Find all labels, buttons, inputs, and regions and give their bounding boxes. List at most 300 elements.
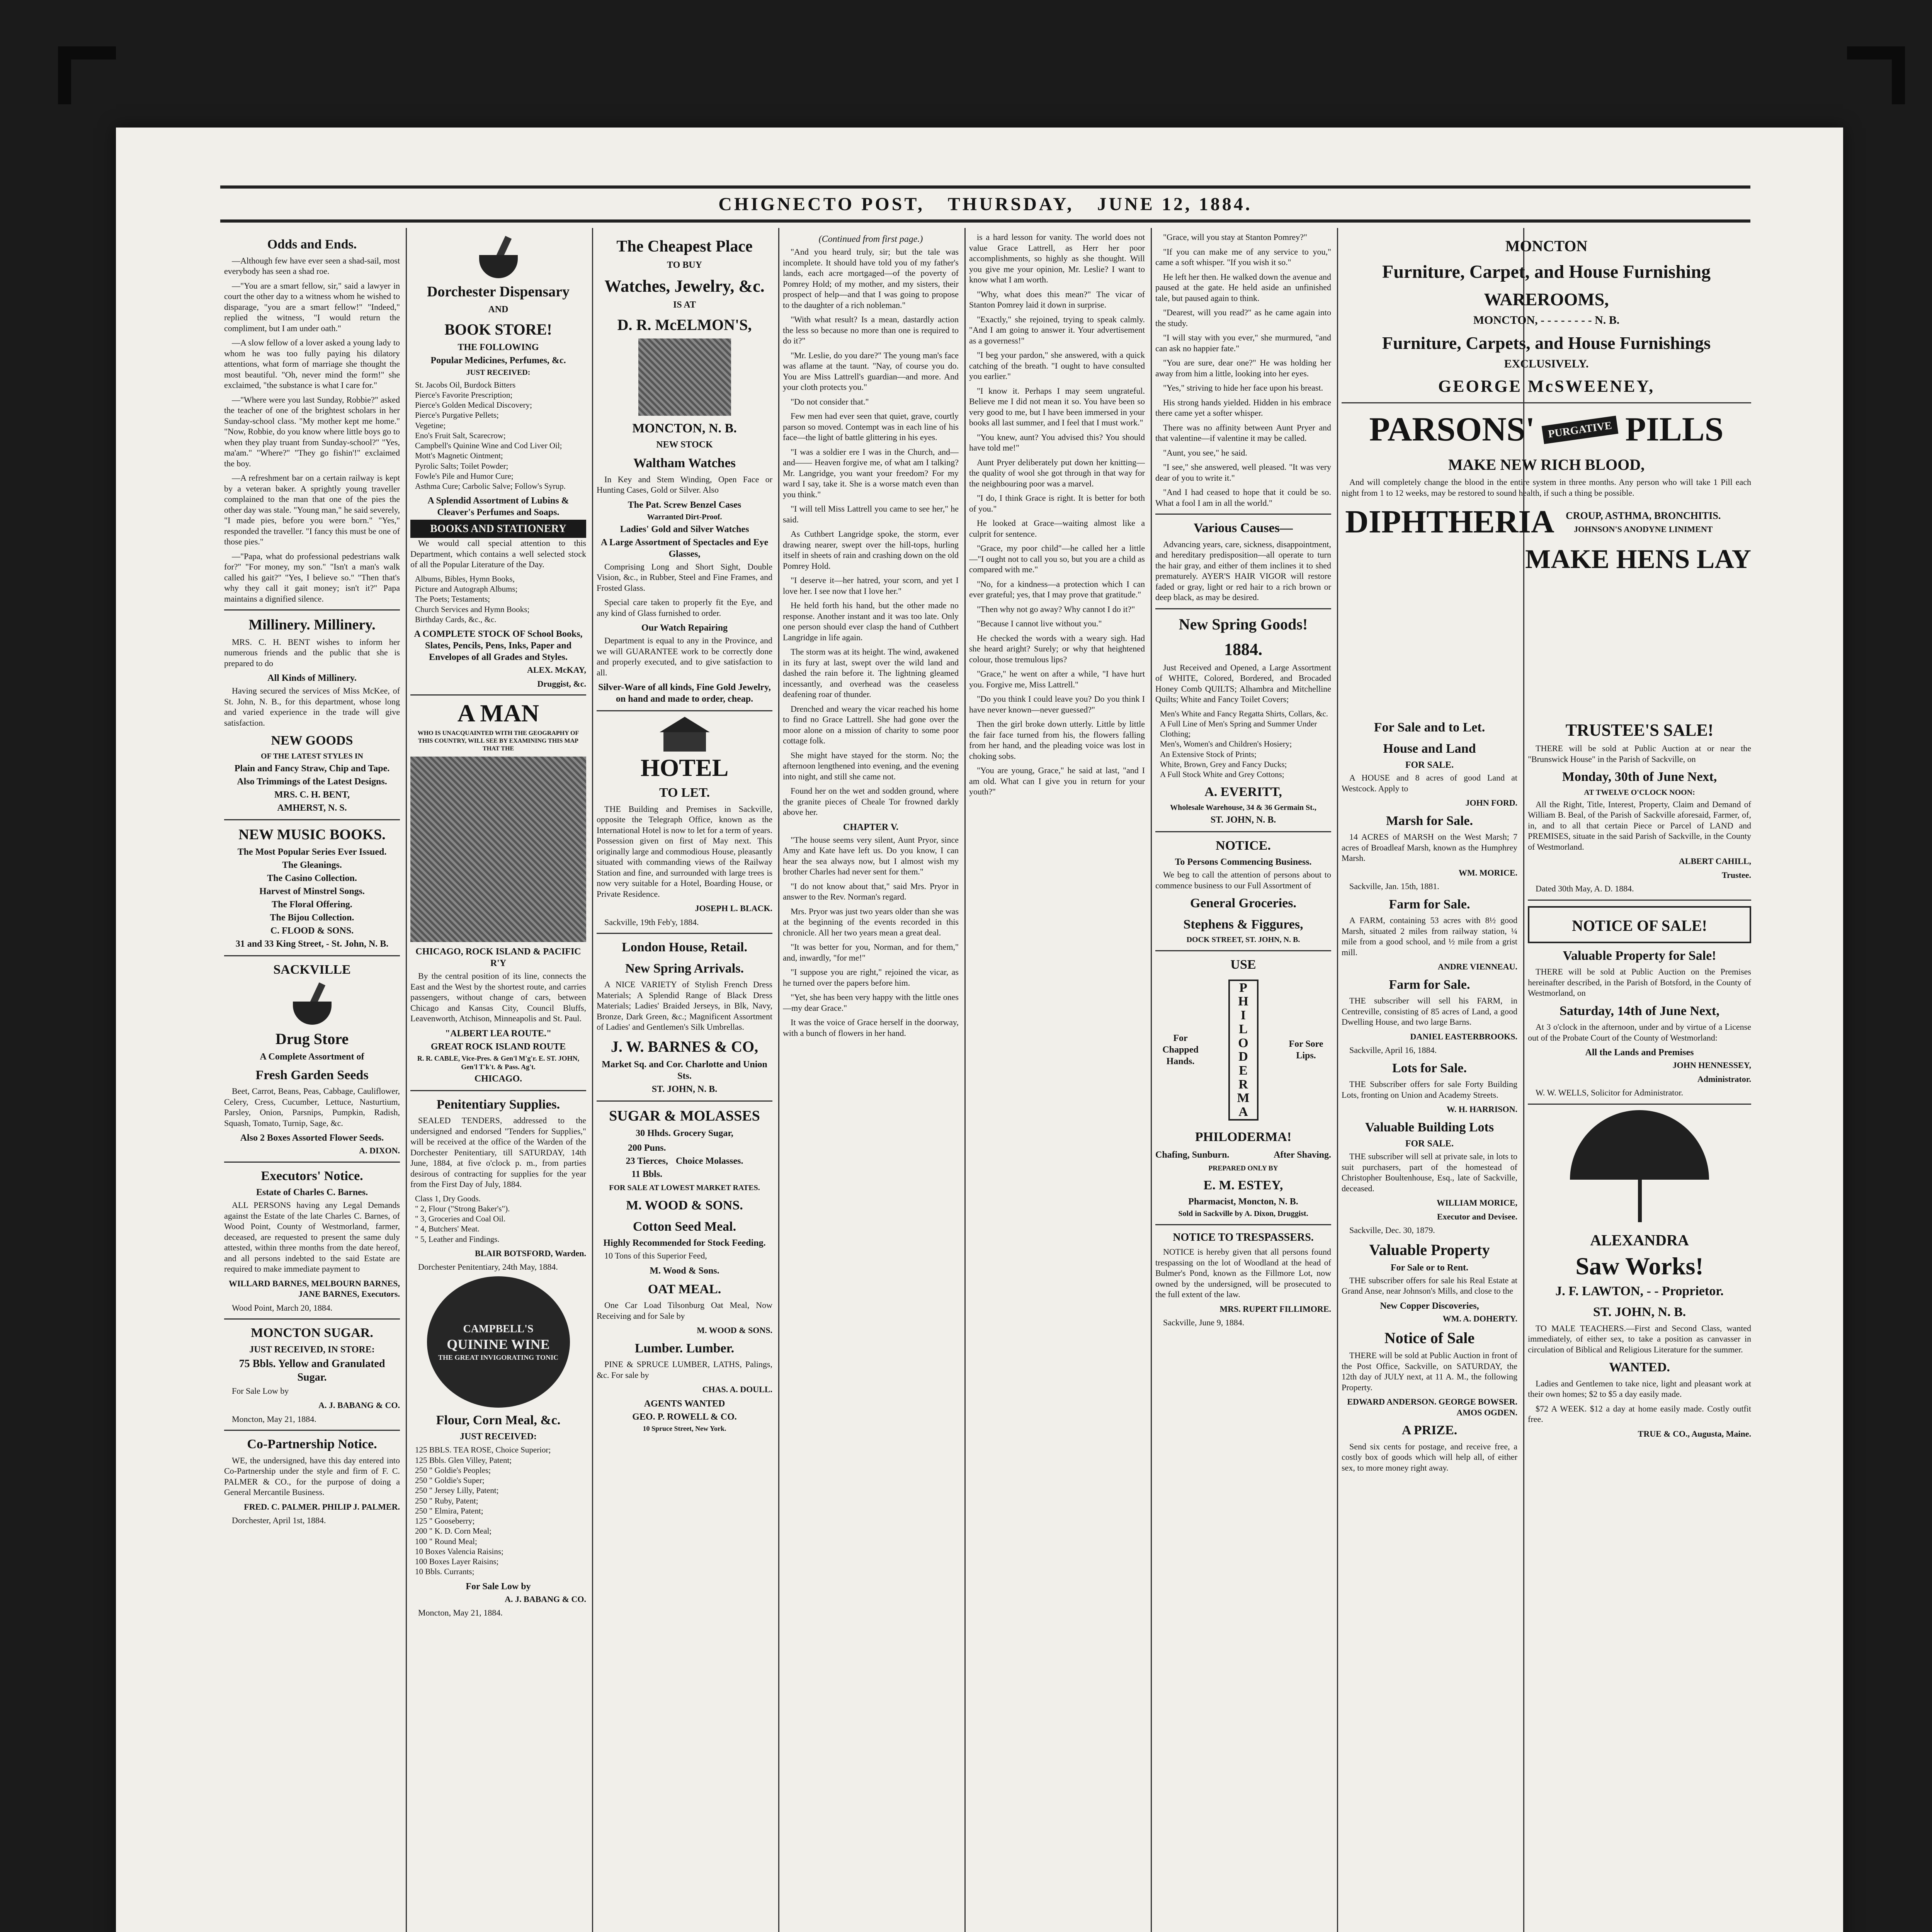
drug-items: Beet, Carrot, Beans, Peas, Cabbage, Cauliflower, Celery, Cress, Cucumber, Lettuce, Nasturtium, Parsley, Onion, Parsnips, Pumpkin, Radish, Squash, Tomato, Turnip, Sage, &c. [224, 1086, 400, 1128]
lumber-title: Lumber. Lumber. [634, 1341, 735, 1355]
flour-item: 250 " Elmira, Patent; [415, 1506, 483, 1515]
trespass-date: Sackville, June 9, 1884. [1163, 1318, 1245, 1328]
story-para: "It was better for you, Norman, and for them," and, inwardly, "for me!" [783, 942, 959, 963]
wine-top: CAMPBELL'S [463, 1323, 534, 1335]
copartner-signature: FRED. C. PALMER. PHILIP J. PALMER. [244, 1502, 400, 1512]
flour-item: 10 Bbls. Currants; [415, 1567, 474, 1577]
vb-signature: WILLIAM MORICE, [1436, 1198, 1517, 1208]
trustee-signature-2: Trustee. [1722, 870, 1751, 880]
house-icon [660, 717, 710, 752]
trustee-body: THERE will be sold at Public Auction at or near the "Brunswick House" in the Parish of Sackville, on [1528, 743, 1751, 764]
notice-sale-title: Notice of Sale [1384, 1329, 1475, 1347]
notice-of-sale-box [1528, 906, 1751, 943]
column-2 [410, 232, 586, 1932]
spectacles-body: Comprising Long and Short Sight, Double Vision, &c., in Rubber, Steel and Fine Frames, and Frosted Glass. [597, 561, 772, 593]
story-para: He looked at Grace—waiting almost like a culprit for sentence. [969, 518, 1145, 539]
notice-sale-body: THERE will be sold at Public Auction in front of the Post Office, Sackville, on SATURDAY, the 12th day of JULY next, at 11 A. M., the following Property. [1342, 1350, 1517, 1392]
millinery-signature: MRS. C. H. BENT, [274, 789, 350, 800]
spring-goods-list [1160, 709, 1331, 780]
books-body: We would call special attention to this Department, which contains a well selected stock of all the Popular Literature of the Day. [410, 538, 586, 570]
story-para: "I know it. Perhaps I may seem ungrateful. Believe me I did not mean it so. You have been so very good to me, but I have been immersed in your books all last summer, and I feel that I must work." [969, 386, 1145, 427]
dispensary-title: Dorchester Dispensary [427, 284, 570, 300]
notice-of-sale-all: All the Lands and Premises [1585, 1048, 1694, 1058]
diphtheria-row [1342, 502, 1751, 542]
story-para: It was the voice of Grace herself in the doorway, with a bunch of flowers in her hand. [783, 1017, 959, 1038]
notice-title: NOTICE. [1216, 838, 1271, 853]
odds-title: Odds and Ends. [267, 237, 357, 252]
story-para: "And I had ceased to hope that it could be so. What a fool I am in all the world." [1155, 487, 1331, 508]
flour-list [415, 1445, 586, 1577]
exclusively: EXCLUSIVELY. [1504, 357, 1589, 370]
executors-body: ALL PERSONS having any Legal Demands against the Estate of the late Charles C. Barnes, of Wood Point, County of Westmorland, farmer, deceased, are requested to present the same duly attested, within three months from the date hereof, and all persons indebted to the said Estate are required to make immediate payment to [224, 1200, 400, 1274]
furniture-title: Furniture, Carpet, and House Furnishing [1382, 262, 1711, 282]
sale-let-title: For Sale and to Let. [1374, 720, 1485, 735]
story-para: Aunt Pryer deliberately put down her knitting—the quality of wool she got through in that way for the neighbouring poor was a marvel. [969, 457, 1145, 488]
column-5 [969, 232, 1145, 1932]
hotel-signature: JOSEPH L. BLACK. [695, 903, 772, 913]
flour-signature: A. J. BABANG & CO. [505, 1594, 586, 1604]
farm-body: A FARM, containing 53 acres with 8½ good Marsh, situated 2 miles from railway station, ¼ mile from a good school, and ½ mile from a grist mill. [1342, 915, 1517, 957]
flour-item: 100 Boxes Layer Raisins; [415, 1557, 499, 1566]
wine-name: QUININE WINE [447, 1336, 550, 1352]
marsh-title: Marsh for Sale. [1386, 813, 1473, 828]
music-title: NEW MUSIC BOOKS. [238, 826, 386, 843]
hotel-sub: TO LET. [659, 786, 710, 800]
sugar-choice: Choice Molasses. [675, 1156, 743, 1166]
story-para: "Aunt, you see," he said. [1163, 447, 1247, 457]
medicine-item: Eno's Fruit Salt, Scarecrow; [415, 430, 506, 440]
spring-goods-item: A Full Line of Men's Spring and Summer Under Clothing; [1160, 719, 1317, 738]
notice-of-sale-signature-2: Administrator. [1697, 1074, 1751, 1084]
spring-goods-item: A Full Stock White and Grey Cottons; [1160, 770, 1284, 779]
barnes-address: Market Sq. and Cor. Charlotte and Union Sts. [602, 1059, 767, 1081]
wanted-body: Ladies and Gentlemen to take nice, light and pleasant work at their own homes; $2 to $5 a day easily made. [1528, 1378, 1751, 1399]
notice-of-sale-body2: At 3 o'clock in the afternoon, under and by virtue of a License out of the Probate Court of the County of Westmorland: [1528, 1022, 1751, 1043]
stephens-name: Stephens & Figgures, [1183, 917, 1303, 932]
rowell-address: 10 Spruce Street, New York. [643, 1424, 726, 1432]
diphtheria-title: DIPHTHERIA [1345, 504, 1554, 540]
story-para: "I deserve it—her hatred, your scorn, and yet I love her. I see now that I love her." [783, 575, 959, 596]
newspaper-page [116, 128, 1843, 1932]
parsons-header [1342, 409, 1751, 451]
class-item: Class 1, Dry Goods. [415, 1194, 481, 1203]
column-8 [1528, 715, 1751, 1932]
dispensary-popular: Popular Medicines, Perfumes, &c. [430, 355, 566, 366]
prize-body: Send six cents for postage, and receive free, a costly box of goods which will help all, of either sex, to more money right away. [1342, 1441, 1517, 1473]
cheapest-at: IS AT [673, 299, 696, 310]
barnes-name: J. W. BARNES & CO, [611, 1037, 759, 1055]
drug-title: Drug Store [275, 1030, 349, 1048]
use-label: USE [1230, 957, 1256, 972]
umbrella-saw-icon [1570, 1110, 1709, 1226]
marsh-signature: WM. MORICE. [1458, 867, 1517, 878]
paper-day: THURSDAY, [947, 194, 1074, 214]
mortar-pestle-icon [475, 236, 522, 278]
story-para: "Yes," striving to hide her face upon his breast. [1163, 383, 1323, 393]
london-spring: New Spring Arrivals. [625, 961, 744, 976]
trustee-signature: ALBERT CAHILL, [1679, 856, 1751, 866]
notice-of-sale-title: NOTICE OF SALE! [1572, 917, 1707, 934]
everitt-address: Wholesale Warehouse, 34 & 36 Germain St., [1170, 803, 1316, 812]
philoderma-name: PHILODERMA! [1195, 1129, 1292, 1144]
moncton-sugar-item: 75 Bbls. Yellow and Granulated Sugar. [239, 1357, 385, 1383]
medicine-item: Pierce's Golden Medical Discovery; [415, 400, 532, 410]
rail-city: CHICAGO. [474, 1073, 522, 1084]
flour-date: Moncton, May 21, 1884. [418, 1608, 503, 1617]
farm-title: Farm for Sale. [1389, 897, 1470, 912]
vp-body: THE subscriber offers for sale his Real Estate at Grand Anse, near Johnson's Mills, and close to the [1342, 1275, 1517, 1296]
story-para: "Then why not go away? Why cannot I do it?" [977, 604, 1135, 614]
penitentiary-signature: BLAIR BOTSFORD, Warden. [474, 1248, 586, 1258]
moncton-sugar-title: MONCTON SUGAR. [251, 1326, 373, 1340]
flour-item: 250 " Goldie's Peoples; [415, 1465, 491, 1475]
copartner-date: Dorchester, April 1st, 1884. [232, 1515, 326, 1525]
wine-bottom: THE GREAT INVIGORATING TONIC [438, 1353, 558, 1361]
story-para: "Do you think I could leave you? Do you think I have never known—never guessed?" [969, 694, 1145, 714]
phil-right: For Sore Lips. [1289, 1039, 1323, 1061]
millinery-place: AMHERST, N. S. [277, 803, 347, 813]
spring-goods-body: Just Received and Opened, a Large Assortment of WHITE, Colored, Bordered, and Brocaded Honey Comb QUILTS; Alhambra and Mitchelline Quilts; White and Fancy Toilet Covers; [1155, 662, 1331, 704]
estey-sold: Sold in Sackville by A. Dixon, Druggist. [1178, 1209, 1308, 1218]
dispensary-signature: ALEX. McKAY, [527, 665, 586, 675]
week-body: $72 A WEEK. $12 a day at home easily made. Costly outfit free. [1528, 1403, 1751, 1424]
johnsons-line: JOHNSON'S ANODYNE LINIMENT [1574, 524, 1713, 534]
rail-route: "ALBERT LEA ROUTE." [445, 1028, 552, 1039]
lots-body: THE Subscriber offers for sale Forty Building Lots, fronting on Union and Academy Streets. [1342, 1079, 1517, 1100]
story-para: "No, for a kindness—a protection which I can ever grateful; yes, that I may prove that gratitude." [969, 579, 1145, 599]
lots-title: Lots for Sale. [1392, 1061, 1467, 1075]
estey-name: E. M. ESTEY, [1203, 1178, 1283, 1192]
dispensary-and: AND [488, 304, 509, 315]
lumber-signature: CHAS. A. DOULL. [702, 1384, 772, 1394]
millinery-line: All Kinds of Millinery. [267, 673, 357, 683]
story-para: "If you can make me of any service to you," came a soft whisper. "If you wish it so." [1155, 247, 1331, 267]
music-item: The Bijou Collection. [270, 913, 354, 923]
saw-works-title: Saw Works! [1575, 1252, 1704, 1280]
trimmings: Also Trimmings of the Latest Designs. [237, 776, 387, 787]
odds-para: —A refreshment bar on a certain railway is kept by a veteran baker. A sprightly young traveller complained to the man that one of the pies the other day was stale. "Young man," he said severely, "I made pies, before you were born." "Yes," responded the traveller. "I fancy this must be one of those pies." [224, 473, 400, 546]
new-goods: NEW GOODS [271, 733, 353, 748]
class-item: " 3, Groceries and Coal Oil. [415, 1214, 506, 1223]
column-rule [1151, 228, 1152, 1932]
croup-line: CROUP, ASTHMA, BRONCHITIS. [1566, 510, 1721, 521]
odds-para: —"You are a smart fellow, sir," said a lawyer in court the other day to a witness whom he wished to disparage, "you are a smart fellow!" "Indeed," replied the witness, "I would return the compliment, but I am under oath." [224, 281, 400, 333]
paper-name: CHIGNECTO POST, [718, 194, 925, 214]
moncton-sugar-date: Moncton, May 21, 1884. [232, 1414, 316, 1424]
cotton-tons: 10 Tons of this Superior Feed, [604, 1251, 707, 1260]
dispensary-signature-sub: Druggist, &c. [537, 679, 586, 689]
everitt-name: A. EVERITT, [1204, 785, 1282, 799]
penitentiary-title: Penitentiary Supplies. [436, 1097, 560, 1112]
story-para: Drenched and weary the vicar reached his home to find no Grace Lattrell. She had gone over the moor alone on a mission of charity to some poor cottage folk. [783, 704, 959, 745]
spring-goods-title: New Spring Goods! [1179, 615, 1308, 633]
oat-title: OAT MEAL. [648, 1282, 721, 1296]
everitt-city: ST. JOHN, N. B. [1210, 815, 1276, 825]
for-sale: FOR SALE. [1405, 760, 1454, 770]
story-para: Mrs. Pryor was just two years older than she was at the beginning of the events recorded in this chronicle. All her two years mean a great deal. [783, 906, 959, 937]
pills-title: PILLS [1625, 411, 1724, 448]
make-blood: MAKE NEW RICH BLOOD, [1448, 456, 1645, 473]
odds-para: —"Papa, what do professional pedestrians walk for?" "For money, my son." "Isn't a man's walk called his gait?" "Yes, I believe so." "Then that's why they call it gait money; isn't it?" Papa maintains a dignified silence. [224, 551, 400, 604]
vb-body: THE subscriber will sell at private sale, in lots to suit purchasers, part of the homestead of Christopher Boultenhouse, Esq., late of Sackville, deceased. [1342, 1151, 1517, 1193]
story-para: "I suppose you are right," rejoined the vicar, as he turned over the papers before him. [783, 967, 959, 988]
farm2-body: THE subscriber will sell his FARM, in Centreville, consisting of 85 acres of Land, a good Dwelling House, and two large Barns. [1342, 996, 1517, 1027]
medicine-item: Fowle's Pile and Humor Cure; [415, 471, 514, 481]
music-item: The Gleanings. [282, 860, 342, 870]
vb-date: Sackville, Dec. 30, 1879. [1349, 1225, 1435, 1235]
flour-item: 125 " Gooseberry; [415, 1516, 475, 1526]
trustee-dated: Dated 30th May, A. D. 1884. [1536, 884, 1634, 893]
philoderma-uses [1155, 1148, 1331, 1162]
drug-line2: Fresh Garden Seeds [255, 1068, 369, 1082]
story-para: "I beg your pardon," she answered, with a quick catching of the breath. "I ought to have consulted you earlier." [969, 350, 1145, 381]
marsh-body: 14 ACRES of MARSH on the West Marsh; 7 acres of Broadleaf Marsh, known as the Humphrey Marsh. [1342, 832, 1517, 863]
sugar-item: 11 Bbls. [631, 1169, 663, 1179]
farm2-title: Farm for Sale. [1389, 977, 1470, 992]
drug-line1: A Complete Assortment of [260, 1051, 364, 1062]
various-title: Various Causes— [1194, 521, 1293, 535]
flour-item: 250 " Jersey Lilly, Patent; [415, 1486, 499, 1495]
story-para: Few men had ever seen that quiet, grave, courtly parson so moved. Contempt was in each line of his face—the light of battle glittering in his eyes. [783, 411, 959, 442]
vp-copper: New Copper Discoveries, [1380, 1301, 1479, 1311]
flour-item: 100 " Round Meal; [415, 1536, 477, 1546]
philoderma-vertical: P H I L O D E R M A [1228, 980, 1259, 1121]
sugar-title: SUGAR & MOLASSES [609, 1107, 760, 1124]
story-para: "I do, I think Grace is right. It is better for both of you." [969, 493, 1145, 514]
barnes-city: ST. JOHN, N. B. [651, 1084, 718, 1094]
screw-sub: Warranted Dirt-Proof. [647, 512, 722, 521]
medicine-item: St. Jacobs Oil, Burdock Bitters [415, 380, 516, 389]
story-para: Then the girl broke down utterly. Little by little the fair face turned from his, the flowers falling from her hand, and the pleading voice was lost in choking sobs. [969, 719, 1145, 761]
rail-route2: GREAT ROCK ISLAND ROUTE [430, 1041, 566, 1052]
screw-cases: The Pat. Screw Benzel Cases [628, 500, 742, 510]
books-item: Picture and Autograph Albums; [415, 584, 518, 594]
flour-title: Flour, Corn Meal, &c. [436, 1413, 561, 1427]
story-para: As Cuthbert Langridge spoke, the storm, ever drawing nearer, swept over the hill-tops, hurling itself in sheets of rain and crashing down on the old Pomrey Hold. [783, 529, 959, 571]
vb-for-sale: FOR SALE. [1405, 1139, 1454, 1149]
class-item: " 5, Leather and Findings. [415, 1234, 500, 1244]
story-para: "I see," she answered, well pleased. "It was very dear of you to write it." [1155, 462, 1331, 483]
dispensary-just: JUST RECEIVED: [466, 368, 531, 377]
executors-date: Wood Point, March 20, 1884. [232, 1303, 333, 1313]
copartner-title: Co-Partnership Notice. [247, 1437, 377, 1451]
new-stock: NEW STOCK [656, 440, 713, 450]
flour-item: 250 " Ruby, Patent; [415, 1496, 478, 1505]
music-signature: C. FLOOD & SONS. [270, 926, 354, 936]
story-para: "Exactly," she rejoined, trying to speak calmly. "And I am going to answer it. Your advertisement as a governess!" [969, 314, 1145, 345]
millinery-body2: Having secured the services of Miss McKee, of St. John, N. B., for this department, whose long and varied experience in the trade will give satisfaction. [224, 686, 400, 728]
books-item: The Poets; Testaments; [415, 594, 490, 604]
story-para: "Yet, she has been very happy with the little ones—my dear Grace." [783, 992, 959, 1013]
lots-signature: W. H. HARRISON. [1446, 1104, 1517, 1114]
spring-goods-year: 1884. [1224, 639, 1262, 659]
vb-signature-2: Executor and Devisee. [1437, 1211, 1517, 1221]
new-goods-items: Plain and Fancy Straw, Chip and Tape. [234, 763, 390, 774]
valuable-property-title: Valuable Property [1369, 1241, 1490, 1259]
class-list [415, 1194, 586, 1244]
lumber-body: PINE & SPRUCE LUMBER, LATHS, Palings, &c. For sale by [597, 1359, 772, 1380]
story-para: "Grace, my poor child"—he called her a little—"I ought not to call you so, but you are a child as compared with me." [969, 543, 1145, 574]
class-item: " 4, Butchers' Meat. [415, 1224, 480, 1234]
story-para: "Do not consider that." [791, 396, 869, 406]
farm-signature: ANDRE VIENNEAU. [1437, 962, 1517, 971]
odds-para: —"Where were you last Sunday, Robbie?" asked the teacher of one of the brightest scholars in her Sunday-school class. "My mother kept me home." "Now, Robbie, do you know where little boys go to when they play truant from Sunday-school?" "Yes, ma'am." "Where?" "They go fishin'!" exclaimed the boy. [224, 395, 400, 468]
cheapest-title: The Cheapest Place [616, 238, 753, 255]
alexandra-title: ALEXANDRA [1590, 1231, 1689, 1249]
story-para: "I do not know about that," said Mrs. Pryor in answer to the Rev. Norman's regard. [783, 881, 959, 901]
london-body: A NICE VARIETY of Stylish French Dress Materials; A Splendid Range of Black Dress Materials; Ladies' Braided Jerseys, in Blk, Navy, Bronze, Dark Green, &c.; Magnificent Assortment of Ladies' and Gentlemen's Silk Umbrellas. [597, 980, 772, 1032]
spectacles: A Large Assortment of Spectacles and Eye Glasses, [600, 537, 769, 559]
trustee-date: Monday, 30th of June Next, [1562, 770, 1717, 784]
story-para: "You knew, aunt? You advised this? You should have told me!" [969, 432, 1145, 452]
rail-title: A MAN [457, 699, 539, 727]
repair-body: Department is equal to any in the Province, and we will GUARANTEE work to be correctly done and properly executed, and to give satisfaction to all. [597, 636, 772, 677]
marsh-date: Sackville, Jan. 15th, 1881. [1349, 881, 1439, 891]
phil-left2: Chafing, Sunburn. [1155, 1150, 1230, 1160]
valuable-lots-title: Valuable Building Lots [1365, 1120, 1494, 1134]
column-7 [1342, 715, 1517, 1932]
rail-sub: WHO IS UNACQUAINTED WITH THE GEOGRAPHY OF THIS COUNTRY, WILL SEE BY EXAMINING THIS MAP THAT THE [417, 730, 579, 752]
dispensary-following: THE FOLLOWING [457, 342, 539, 352]
rail-name: CHICAGO, ROCK ISLAND & PACIFIC R'Y [415, 947, 581, 968]
estey-sub: Pharmacist, Moncton, N. B. [1188, 1197, 1298, 1207]
story-para: "Mr. Leslie, do you dare?" The young man's face was aflame at the taunt. "Nay, of course you do. You are Miss Lattrell's guardian—and more. And your cloth protects you." [783, 350, 959, 392]
column-rule [964, 228, 966, 1932]
story-para: "I will tell Miss Lattrell you came to see her," he said. [783, 504, 959, 524]
hotel-date: Sackville, 19th Feb'y, 1884. [604, 917, 699, 927]
story-para: "Because I cannot live without you." [977, 619, 1102, 628]
mortar-pestle-icon [289, 982, 335, 1025]
flour-item: 125 BBLS. TEA ROSE, Choice Superior; [415, 1445, 551, 1455]
school-books: A COMPLETE STOCK OF School Books, Slates, Pencils, Pens, Inks, Paper and Envelopes of all Grades and Styles. [414, 629, 583, 662]
purgative-badge: PURGATIVE [1542, 415, 1619, 444]
mcelmon-name: D. R. McELMON'S, [617, 316, 752, 333]
story-para: There was no affinity between Aunt Pryer and that valentine—if valentine it may be called. [1155, 422, 1331, 443]
copartner-body: WE, the undersigned, have this day entered into Co-Partnership under the style and firm of F. C. PALMER & CO., for the purpose of doing a General Mercantile Business. [224, 1455, 400, 1497]
cheapest-items: Watches, Jewelry, &c. [604, 276, 765, 296]
rail-body: By the central position of its line, connects the East and the West by the shortest route, and carries passengers, without change of cars, between Chicago and Kansas City, Council Bluffs, Leavenworth, Atchison, Minneapolis and St. Paul. [410, 971, 586, 1023]
crop-mark-top-left-h [58, 46, 116, 60]
story-para: "Why, what does this mean?" The vicar of Stanton Pomrey laid it down in surprise. [969, 289, 1145, 310]
story-para: "Dearest, will you read?" as he came again into the study. [1155, 308, 1331, 328]
railway-map-illustration [410, 757, 586, 942]
music-sub: The Most Popular Series Ever Issued. [237, 847, 387, 857]
executors-title: Executors' Notice. [261, 1168, 363, 1183]
monogram-city: MONCTON, N. B. [632, 421, 737, 435]
column-rule [1337, 228, 1338, 1932]
phil-left: For Chapped Hands. [1162, 1033, 1199, 1067]
continued-note: (Continued from first page.) [818, 234, 923, 244]
moncton-sugar-signature: A. J. BABANG & CO. [318, 1400, 400, 1410]
book-store-title: BOOK STORE! [444, 320, 552, 338]
notice-of-sale-body: THERE will be sold at Public Auction on the Premises hereinafter described, in the Parish of Botsford, in the County of Westmorland, on [1528, 967, 1751, 998]
phil-prep: PREPARED ONLY BY [1208, 1164, 1278, 1172]
story-para: is a hard lesson for vanity. The world does not value Grace Lattrell, as Herr her poor accomplishments, so highly as she thought. Will you give me your opinion, Mr. Leslie? I want to know what I am worth. [969, 232, 1145, 284]
executors-signature: WILLARD BARNES, MELBOURN BARNES, JANE BARNES, Executors. [228, 1278, 400, 1299]
trespass-signature: MRS. RUPERT FILLIMORE. [1219, 1304, 1331, 1314]
parsons-title: PARSONS' [1369, 411, 1535, 448]
drug-town: SACKVILLE [273, 963, 351, 977]
trustee-body2: All the Right, Title, Interest, Property, Claim and Demand of William B. Beal, of the Parish of Sackville aforesaid, Farmer, of, in, and to all that certain Piece or Parcel of LAND and PREMISES, situate in the said Parish of Sackville, in the County of Westmorland. [1528, 799, 1751, 852]
story-para: He checked the words with a weary sigh. Had she heard aright? Surely; or why that heightened colour, those tremulous lips? [969, 633, 1145, 664]
hotel-title: HOTEL [640, 754, 729, 781]
story-para: His strong hands yielded. Hidden in his embrace there came yet a softer whisper. [1155, 397, 1331, 418]
moncton-sugar-sub: JUST RECEIVED, IN STORE: [249, 1344, 375, 1355]
sugar-sale: FOR SALE AT LOWEST MARKET RATES. [609, 1184, 760, 1192]
executors-estate: Estate of Charles C. Barnes. [256, 1187, 368, 1197]
medicine-list [415, 380, 586, 492]
story-para: "And you heard truly, sir; but the tale was incomplete. It should have told you of my father's lands, each acre mortgaged—of the poverty of Pomrey Hold; of my mother, and my sisters, their prospect of help—and that I was going to propose to the daughter of a rich nobleman." [783, 247, 959, 310]
flour-item: 125 Bbls. Glen Villey, Patent; [415, 1455, 512, 1465]
notice-of-sale-date: Saturday, 14th of June Next, [1560, 1003, 1719, 1018]
silver-ware: Silver-Ware of all kinds, Fine Gold Jewelry, on hand and made to order, cheap. [598, 682, 771, 704]
waltham-body: In Key and Stem Winding, Open Face or Hunting Cases, Gold or Silver. Also [597, 474, 772, 495]
drug-signature: A. DIXON. [359, 1146, 400, 1155]
trespass-title: NOTICE TO TRESPASSERS. [1173, 1231, 1314, 1244]
vp-sub: For Sale or to Rent. [1390, 1262, 1469, 1273]
drug-also: Also 2 Boxes Assorted Flower Seeds. [240, 1133, 384, 1143]
story-para: She might have stayed for the storm. No; the afternoon lengthened into evening, and the evening into night, and still she came not. [783, 750, 959, 781]
story-para: He left her then. He walked down the avenue and paused at the gate. He held aside an unfinished tale, but paused again to think. [1155, 272, 1331, 303]
music-item: The Floral Offering. [272, 900, 352, 910]
books-item: Albums, Bibles, Hymn Books, [415, 574, 515, 583]
groceries-title: General Groceries. [1190, 896, 1297, 911]
column-rule [406, 228, 407, 1932]
spring-goods-item: White, Brown, Grey and Fancy Ducks; [1160, 759, 1287, 769]
column-rule [778, 228, 779, 1932]
column-3 [597, 232, 772, 1932]
cotton-title: Cotton Seed Meal. [633, 1219, 736, 1234]
hotel-body: THE Building and Premises in Sackville, opposite the Telegraph Office, known as the International Hotel is now to let for a term of years. Possession given on first of May next. This originally large and commodious House, pleasantly situated with commanding views of the Railway Station and fine, and surrounded with large trees is now very suitable for a Hotel, Boarding House, or Private Residence. [597, 804, 772, 899]
prize-title: A PRIZE. [1401, 1423, 1458, 1437]
books-item: Birthday Cards, &c., &c. [415, 614, 497, 624]
column-1 [224, 232, 400, 1932]
vp-signature: WM. A. DOHERTY. [1442, 1313, 1517, 1323]
sugar-sub: 30 Hhds. Grocery Sugar, [636, 1128, 733, 1138]
penitentiary-body: SEALED TENDERS, addressed to the undersigned and endorsed "Tenders for Supplies," will be received at the office of the Warden of the Dorchester Penitentiary, till SATURDAY, 14th June, 1884, at five o'clock p. m., from parties desirous of contracting for supplies for the year from the First Day of July, 1884. [410, 1116, 586, 1189]
books-list [415, 574, 586, 624]
medicine-item: Mott's Magnetic Ointment; [415, 451, 503, 461]
spring-goods-item: Men's White and Fancy Regatta Shirts, Collars, &c. [1160, 709, 1328, 718]
trustee-title: TRUSTEE'S SALE! [1565, 721, 1714, 740]
masthead [220, 185, 1750, 223]
molasses-block [597, 1141, 772, 1182]
medicine-item: Vegetine; [415, 420, 446, 430]
moncton-nb: MONCTON, - - - - - - - - N. B. [1473, 313, 1620, 327]
flour-item: 10 Boxes Valencia Raisins; [415, 1546, 503, 1556]
notice-sale-signature: EDWARD ANDERSON. GEORGE BOWSER. AMOS OGDEN. [1347, 1397, 1517, 1417]
music-item: Harvest of Minstrel Songs. [259, 886, 365, 896]
hens-title: MAKE HENS LAY [1525, 544, 1751, 574]
class-item: " 2, Flour ("Strong Baker's"). [415, 1204, 510, 1213]
stephens-address: DOCK STREET, ST. JOHN, N. B. [1186, 935, 1300, 944]
rowell-name: GEO. P. ROWELL & CO. [632, 1412, 737, 1422]
odds-para: —A slow fellow of a lover asked a young lady to whom he was too fully paying his dilatory attentions, what form of marriage she thought the most beautiful. "Oh, never mind the form!" she exclaimed, "the substance is what I care for." [224, 338, 400, 390]
new-goods-sub: OF THE LATEST STYLES IN [261, 752, 363, 760]
story-para: "I will stay with you ever," she murmured, "and can ask no happier fate." [1155, 333, 1331, 353]
medicine-item: Pierce's Favorite Prescription; [415, 390, 513, 400]
story-para: "With what result? Is a mean, dastardly action the less so because no more than one is required to do it?" [783, 315, 959, 345]
sugar-item: 23 Tierces, [626, 1156, 668, 1166]
notice-of-sale-sub: Valuable Property for Sale! [1563, 948, 1716, 963]
notice-body: We beg to call the attention of persons about to commence business to our Full Assortment of [1155, 870, 1331, 890]
chapter-heading: CHAPTER V. [843, 822, 899, 832]
ladies-watches: Ladies' Gold and Silver Watches [620, 524, 749, 534]
agents-wanted: AGENTS WANTED [644, 1398, 725, 1409]
monogram-illustration [638, 338, 731, 416]
sugar-item: 200 Puns. [628, 1143, 666, 1153]
flour-item: 200 " K. D. Corn Meal; [415, 1526, 492, 1536]
